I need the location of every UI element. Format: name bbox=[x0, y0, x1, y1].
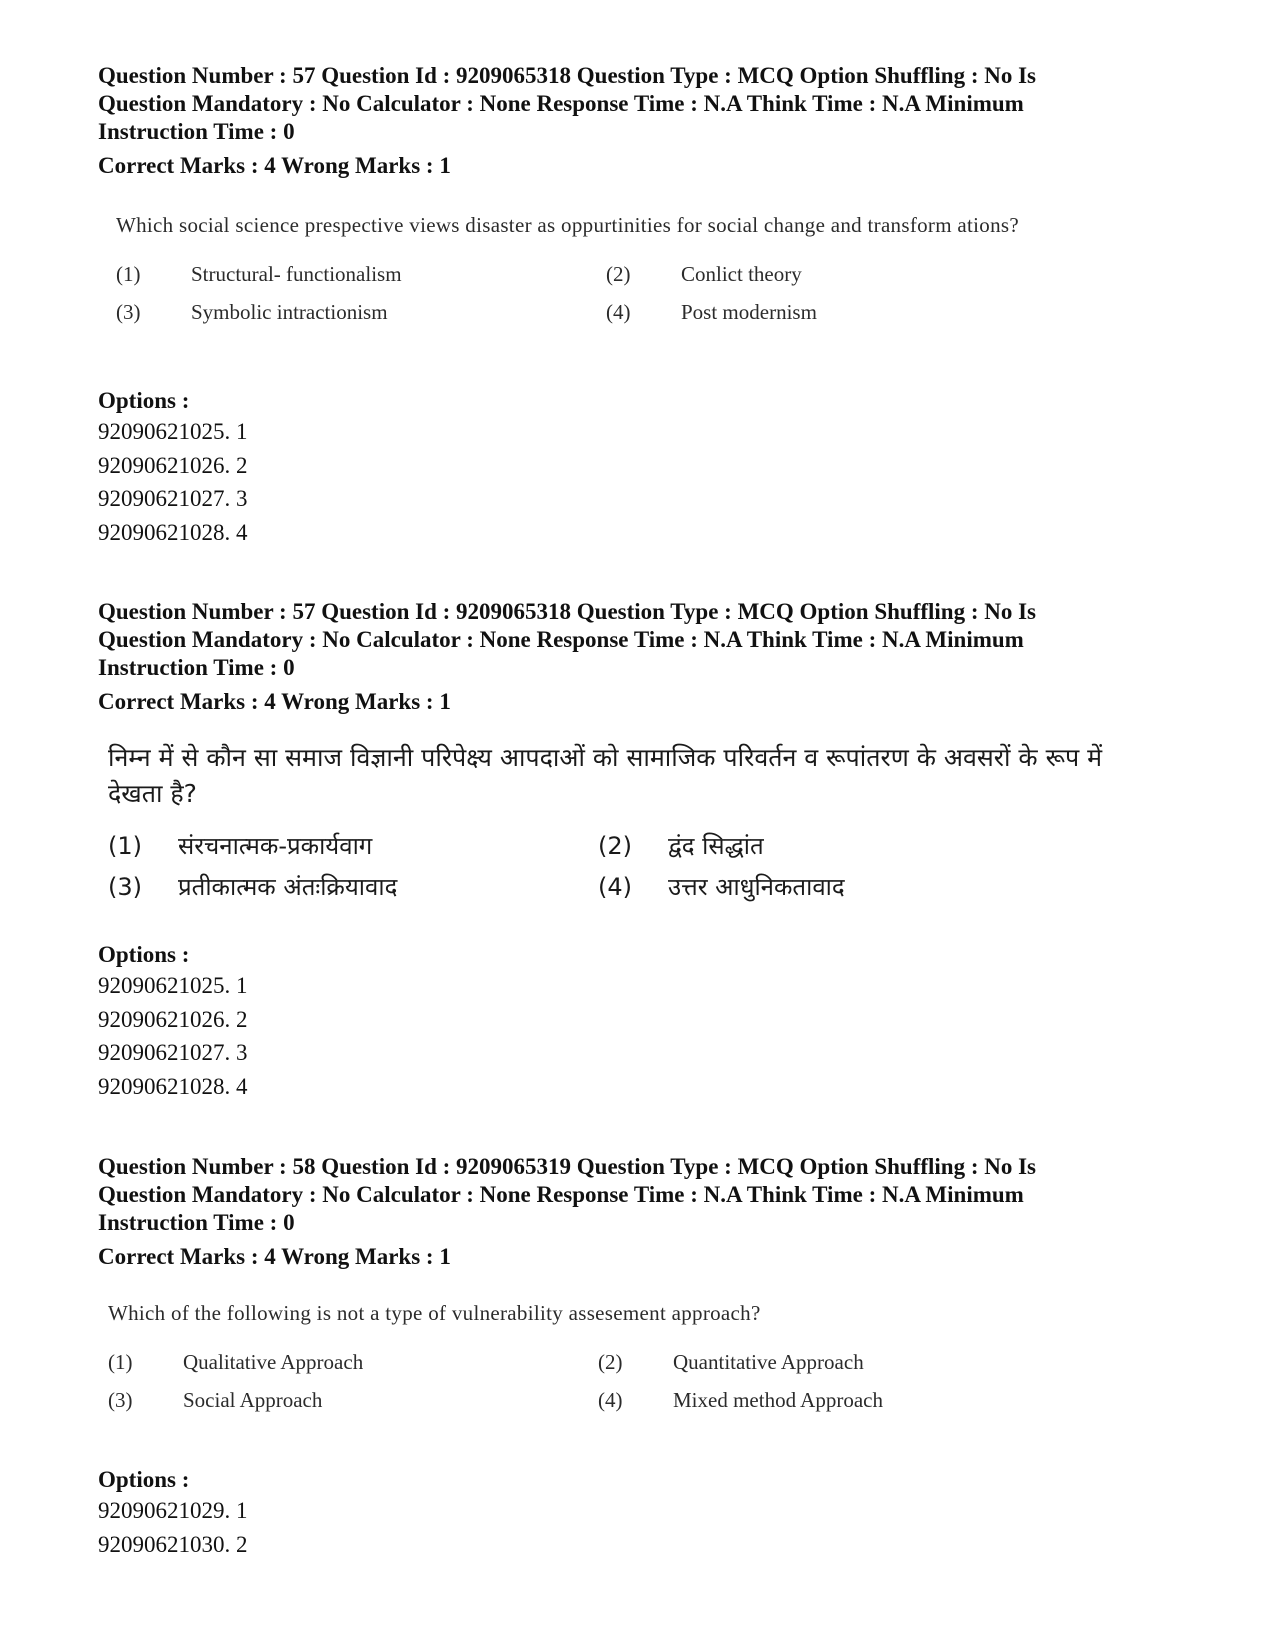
choice-item bbox=[598, 1387, 1078, 1414]
choice-text: Conlict theory bbox=[681, 262, 802, 286]
question-meta-line: Question Number : 58 Question Id : 9209065319 Question Type : MCQ Option Shuffling : No Is bbox=[98, 1154, 1037, 1179]
question-meta-line: Question Mandatory : No Calculator : None Response Time : N.A Think Time : N.A Minimum bbox=[98, 627, 1024, 652]
question-meta-line: Instruction Time : 0 bbox=[98, 119, 295, 144]
option-line: 92090621025. 1 bbox=[98, 419, 248, 444]
question-57-body bbox=[116, 212, 1114, 326]
question-57-options bbox=[98, 387, 1178, 549]
choice-number: (3) bbox=[108, 1388, 133, 1412]
choice-number: (2) bbox=[598, 832, 632, 860]
choice-number: (2) bbox=[598, 1350, 623, 1374]
choice-number: (4) bbox=[598, 873, 632, 901]
choice-item bbox=[598, 1349, 1078, 1376]
choice-item bbox=[108, 871, 598, 904]
choice-text: Quantitative Approach bbox=[673, 1350, 864, 1374]
question-57-header bbox=[98, 62, 1178, 180]
choice-number: (2) bbox=[606, 262, 631, 286]
question-meta-line: Question Mandatory : No Calculator : None Response Time : N.A Think Time : N.A Minimum bbox=[98, 1182, 1024, 1207]
choice-text: Structural- functionalism bbox=[191, 262, 402, 286]
choice-text: द्वंद सिद्धांत bbox=[668, 832, 764, 860]
choice-item bbox=[116, 299, 606, 326]
choice-number: (3) bbox=[116, 300, 141, 324]
choice-grid bbox=[116, 261, 1114, 326]
options-heading: Options : bbox=[98, 1467, 190, 1492]
question-58-header bbox=[98, 1153, 1178, 1271]
choice-number: (1) bbox=[108, 1350, 133, 1374]
choice-grid bbox=[108, 830, 1118, 904]
marks-line: Correct Marks : 4 Wrong Marks : 1 bbox=[98, 1244, 451, 1269]
marks-line: Correct Marks : 4 Wrong Marks : 1 bbox=[98, 153, 451, 178]
choice-item bbox=[108, 1387, 598, 1414]
question-text: Which of the following is not a type of vulnerability assesement approach? bbox=[108, 1301, 761, 1325]
options-heading: Options : bbox=[98, 388, 190, 413]
choice-item bbox=[606, 299, 1086, 326]
choice-number: (4) bbox=[606, 300, 631, 324]
choice-text: संरचनात्मक-प्रकार्यवाग bbox=[178, 832, 373, 860]
option-line: 92090621027. 3 bbox=[98, 1040, 248, 1065]
choice-item bbox=[606, 261, 1086, 288]
question-meta-line: Question Number : 57 Question Id : 9209065318 Question Type : MCQ Option Shuffling : No Is bbox=[98, 599, 1037, 624]
option-line: 92090621026. 2 bbox=[98, 452, 248, 478]
choice-text: प्रतीकात्मक अंतःक्रियावाद bbox=[178, 873, 398, 901]
question-57-hindi-body bbox=[108, 740, 1118, 904]
option-line: 92090621029. 1 bbox=[98, 1498, 248, 1523]
choice-item bbox=[598, 830, 1078, 863]
option-line: 92090621026. 2 bbox=[98, 1006, 248, 1032]
options-heading: Options : bbox=[98, 942, 190, 967]
question-meta-line: Question Mandatory : No Calculator : None Response Time : N.A Think Time : N.A Minimum bbox=[98, 91, 1024, 116]
question-text: Which social science prespective views disaster as oppurtinities for social change and transform ations? bbox=[116, 213, 1019, 237]
choice-item bbox=[116, 261, 606, 288]
choice-grid bbox=[108, 1349, 1118, 1414]
question-text: निम्न में से कौन सा समाज विज्ञानी परिपेक्ष्य आपदाओं को सामाजिक परिवर्तन व रूपांतरण के अवसरों के रूप में देखता है? bbox=[108, 743, 1103, 808]
question-58-body bbox=[108, 1300, 1118, 1414]
choice-number: (1) bbox=[108, 832, 142, 860]
choice-number: (3) bbox=[108, 873, 142, 901]
choice-text: Qualitative Approach bbox=[183, 1350, 364, 1374]
marks-line: Correct Marks : 4 Wrong Marks : 1 bbox=[98, 689, 451, 714]
option-line: 92090621027. 3 bbox=[98, 486, 248, 511]
option-line: 92090621030. 2 bbox=[98, 1531, 248, 1557]
question-57-hindi-options bbox=[98, 941, 1178, 1103]
question-57-hindi-header bbox=[98, 598, 1178, 716]
choice-text: Mixed method Approach bbox=[673, 1388, 883, 1412]
choice-item bbox=[108, 1349, 598, 1376]
choice-item bbox=[108, 830, 598, 863]
option-line: 92090621025. 1 bbox=[98, 973, 248, 998]
choice-text: Social Approach bbox=[183, 1388, 323, 1412]
question-58-options bbox=[98, 1466, 1178, 1561]
question-meta-line: Instruction Time : 0 bbox=[98, 655, 295, 680]
option-line: 92090621028. 4 bbox=[98, 519, 248, 545]
choice-text: Post modernism bbox=[681, 300, 817, 324]
question-meta-line: Instruction Time : 0 bbox=[98, 1210, 295, 1235]
question-meta-line: Question Number : 57 Question Id : 9209065318 Question Type : MCQ Option Shuffling : No Is bbox=[98, 63, 1037, 88]
choice-number: (1) bbox=[116, 262, 141, 286]
choice-text: Symbolic intractionism bbox=[191, 300, 388, 324]
option-line: 92090621028. 4 bbox=[98, 1073, 248, 1099]
choice-text: उत्तर आधुनिकतावाद bbox=[668, 873, 845, 901]
choice-number: (4) bbox=[598, 1388, 623, 1412]
choice-item bbox=[598, 871, 1078, 904]
